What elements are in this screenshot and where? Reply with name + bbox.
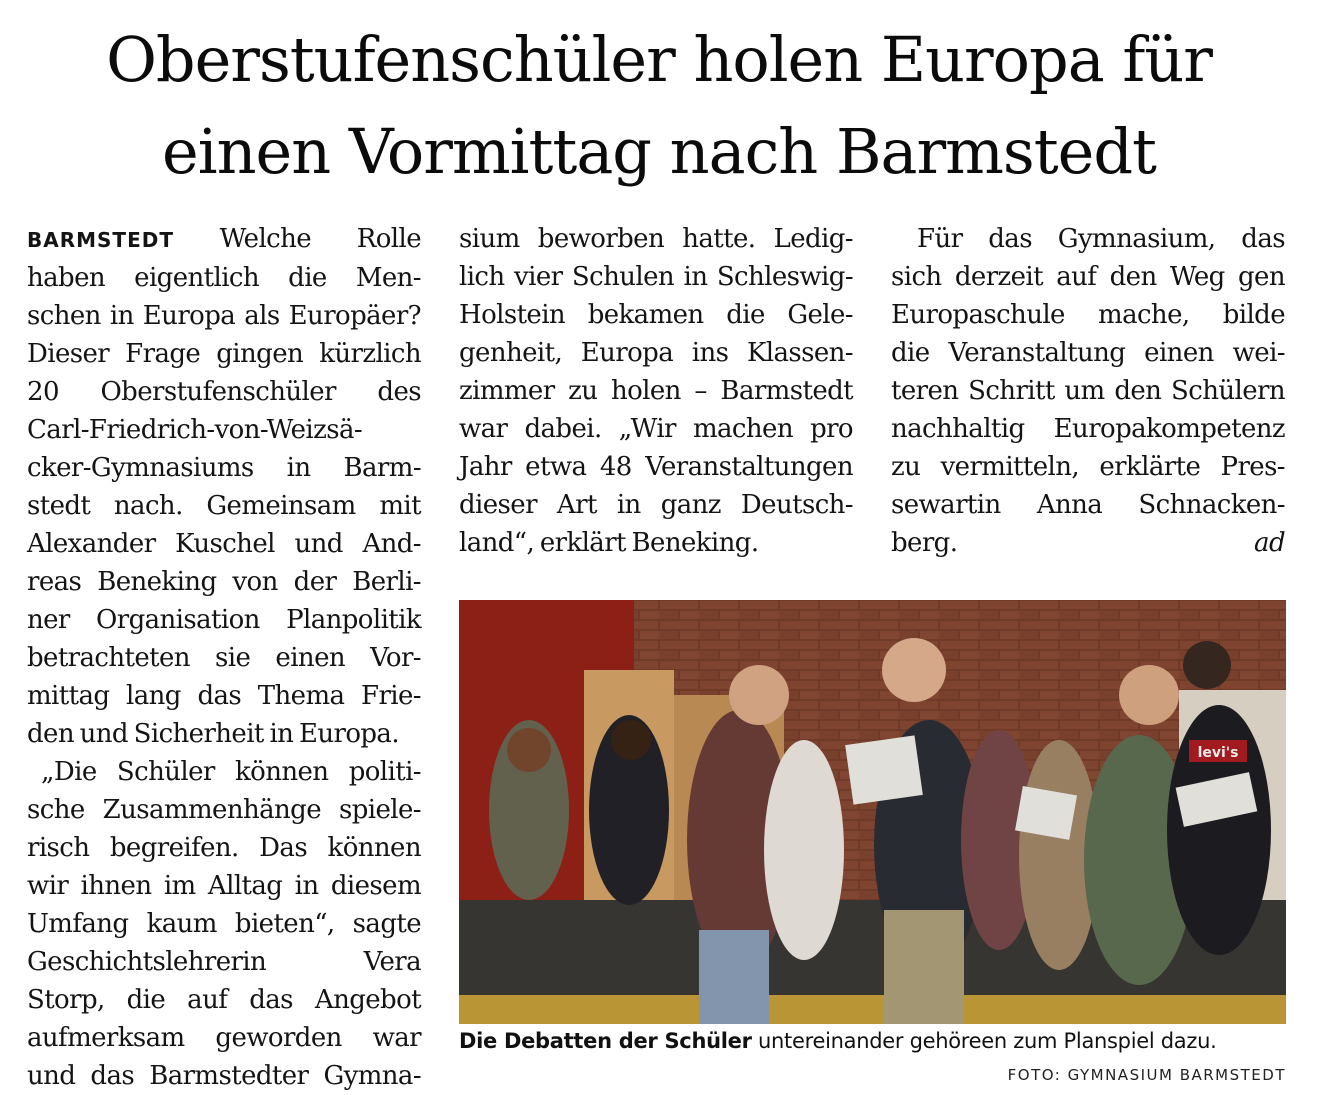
text-line: wir ihnen im Alltag in diesem — [27, 871, 421, 901]
headline — [0, 14, 1318, 198]
text-line: zu vermitteln, erklärte Pres- — [891, 452, 1285, 482]
text-line: Umfang kaum bieten“, sagte — [27, 909, 421, 939]
photo-credit: FOTO: GYMNASIUM BARMSTEDT — [1007, 1066, 1286, 1084]
text-line: mittag lang das Thema Frie- — [27, 681, 421, 711]
text-line: cker-Gymnasiums in Barm- — [27, 453, 421, 483]
paragraph-3 — [459, 220, 853, 562]
text-line: Dieser Frage gingen kürzlich — [27, 339, 421, 369]
text-line: schen in Europa als Europäer? — [27, 301, 421, 331]
text-line: ner Organisation Planpolitik — [27, 605, 421, 635]
paragraph-4 — [891, 220, 1285, 562]
text-line: sche Zusammenhänge spiele- — [27, 795, 421, 825]
text-line: Storp, die auf das Angebot — [27, 985, 421, 1015]
article-column-1 — [27, 220, 421, 1095]
text-line: sewartin Anna Schnacken- — [891, 490, 1285, 520]
paragraph-2-cont — [27, 791, 421, 1095]
dateline: BARMSTEDT — [27, 228, 174, 252]
text-line: zimmer zu holen – Barmstedt — [459, 376, 853, 406]
text-line: Alexander Kuschel und And- — [27, 529, 421, 559]
text-line: stedt nach. Gemeinsam mit — [27, 491, 421, 521]
text-line: dieser Art in ganz Deutsch- — [459, 490, 853, 520]
article-column-3 — [891, 220, 1285, 562]
paragraph-1 — [27, 220, 421, 753]
text-line: „Die Schüler können politi- — [41, 757, 421, 787]
text-line: risch begreifen. Das können — [27, 833, 421, 863]
text-line: die Veranstaltung einen wei- — [891, 338, 1285, 368]
text-line: land“, erklärt Beneking. — [459, 528, 759, 558]
text-line: teren Schritt um den Schülern — [891, 376, 1285, 406]
text-line: und das Barmstedter Gymna- — [27, 1061, 421, 1091]
text-line: Europaschule mache, bilde — [891, 300, 1285, 330]
caption-text: untereinander gehöreen zum Planspiel dazu. — [751, 1029, 1217, 1053]
text-run: berg. — [891, 528, 958, 558]
article-column-2 — [459, 220, 853, 562]
caption-lead: Die Debatten der Schüler — [459, 1029, 752, 1053]
text-line: lich vier Schulen in Schleswig- — [459, 262, 853, 292]
text-line: den und Sicherheit in Europa. — [27, 719, 399, 749]
text-line: 20 Oberstufenschüler des — [27, 377, 421, 407]
text-line: war dabei. „Wir machen pro — [459, 414, 853, 444]
text-line: haben eigentlich die Men- — [27, 263, 421, 293]
text-line: nachhaltig Europakompetenz — [891, 414, 1285, 444]
text-line: Für das Gymnasium, das — [917, 224, 1285, 254]
shirt-logo: levi's — [1197, 745, 1239, 761]
text-line: betrachteten sie einen Vor- — [27, 643, 421, 673]
text-line: Jahr etwa 48 Veranstaltungen — [459, 452, 853, 482]
text-line: sium beworben hatte. Ledig- — [459, 224, 853, 254]
text-line: aufmerksam geworden war — [27, 1023, 421, 1053]
text-line: Geschichtslehrerin Vera — [27, 947, 421, 977]
headline-line-2: einen Vormittag nach Barmstedt — [162, 115, 1156, 188]
article-photo — [459, 600, 1286, 1024]
headline-line-1: Oberstufenschüler holen Europa für — [106, 23, 1212, 96]
author-initials: ad — [1254, 528, 1285, 558]
text-line — [27, 220, 421, 259]
photo-caption — [459, 1027, 1286, 1056]
paragraph-2 — [27, 753, 421, 791]
text-line: Carl-Friedrich-von-Weizsä- — [27, 415, 363, 445]
text-line: sich derzeit auf den Weg gen — [891, 262, 1285, 292]
text-line: Holstein bekamen die Gele- — [459, 300, 853, 330]
text-line-final — [891, 524, 1285, 562]
text-run: Welche Rolle — [173, 224, 421, 254]
text-line: reas Beneking von der Berli- — [27, 567, 421, 597]
photo-illustration — [459, 600, 1286, 1024]
text-line: genheit, Europa ins Klassen- — [459, 338, 853, 368]
